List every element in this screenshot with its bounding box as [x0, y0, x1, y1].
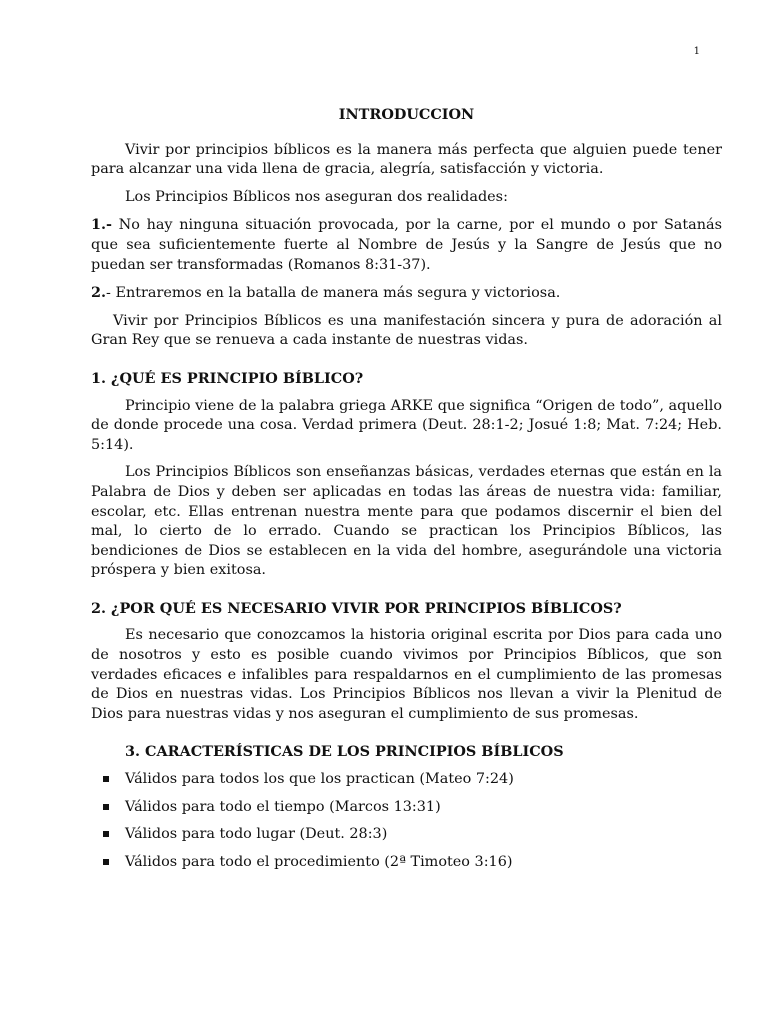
- intro-closing-paragraph: Vivir por Principios Bíblicos es una manifestación sincera y pura de adoración al Gran Rey que se renueva a cada instante de nuestras vidas.: [91, 312, 722, 349]
- list-item: [103, 770, 722, 790]
- intro-paragraph: Vivir por principios bíblicos es la manera más perfecta que alguien puede tener para alcanzar una vida llena de gracia, alegría, satisfacción y victoria.: [91, 141, 722, 178]
- list-item: [103, 825, 722, 845]
- document-body: [91, 105, 722, 880]
- list-item-text: Válidos para todo lugar (Deut. 28:3): [125, 826, 388, 843]
- list-item-text: Válidos para todo el procedimiento (2ª Timoteo 3:16): [125, 853, 513, 870]
- section-1-paragraph-1: Principio viene de la palabra griega ARKE que significa “Origen de todo”, aquello de donde procede una cosa. Verdad primera (Deut. 28:1-2; Josué 1:8; Mat. 7:24; Heb. 5:14).: [91, 397, 722, 453]
- list-item-text: Válidos para todos los que los practican (Mateo 7:24): [125, 771, 514, 788]
- intro-reality-1: [91, 215, 722, 275]
- page-number: 1: [693, 46, 700, 57]
- section-1-heading: 1. ¿QUÉ ES PRINCIPIO BÍBLICO?: [91, 369, 364, 387]
- section-3-heading: 3. CARACTERÍSTICAS DE LOS PRINCIPIOS BÍBLICOS: [125, 743, 564, 761]
- section-2-paragraph-1: Es necesario que conozcamos la historia original escrita por Dios para cada uno de nosotros y esto es posible cuando vivimos por Principios Bíblicos, que son verdades eficaces e infalibles para respaldarnos en el cumplimiento de las promesas de Dios en nuestras vidas. Los Principios Bíblicos nos llevan a vivir la Plenitud de Dios para nuestras vidas y nos aseguran el cumplimiento de sus promesas.: [91, 627, 722, 722]
- square-bullet-icon: [103, 776, 109, 782]
- list-item: [103, 853, 722, 873]
- characteristics-list: [91, 770, 722, 872]
- document-title: INTRODUCCION: [338, 106, 475, 123]
- list-item: [103, 798, 722, 818]
- intro-realities-lead: Los Principios Bíblicos nos aseguran dos realidades:: [125, 188, 508, 205]
- list-item-text: Válidos para todo el tiempo (Marcos 13:31): [125, 798, 441, 815]
- square-bullet-icon: [103, 804, 109, 810]
- reality-1-text: No hay ninguna situación provocada, por la carne, por el mundo o por Satanás que sea suficientemente fuerte al Nombre de Jesús y la Sangre de Jesús que no puedan ser transformadas (Romanos 8:31-37).: [91, 217, 722, 273]
- square-bullet-icon: [103, 831, 109, 837]
- section-1-paragraph-2: Los Principios Bíblicos son enseñanzas básicas, verdades eternas que están en la Palabra de Dios y deben ser aplicadas en todas las áreas de nuestra vida: familiar, escolar, etc. Ellas entrenan nuestra mente para que podamos discernir el bien del mal, lo cierto de lo errado. Cuando se practican los Principios Bíblicos, las bendiciones de Dios se establecen en la vida del hombre, asegurándole una victoria próspera y bien exitosa.: [91, 464, 722, 579]
- reality-2-number: 2.: [91, 284, 107, 302]
- section-2-heading: 2. ¿POR QUÉ ES NECESARIO VIVIR POR PRINCIPIOS BÍBLICOS?: [91, 599, 622, 617]
- square-bullet-icon: [103, 859, 109, 865]
- intro-reality-2: [91, 283, 722, 304]
- reality-2-text: - Entraremos en la batalla de manera más segura y victoriosa.: [106, 285, 561, 302]
- reality-1-number: 1.-: [91, 216, 112, 234]
